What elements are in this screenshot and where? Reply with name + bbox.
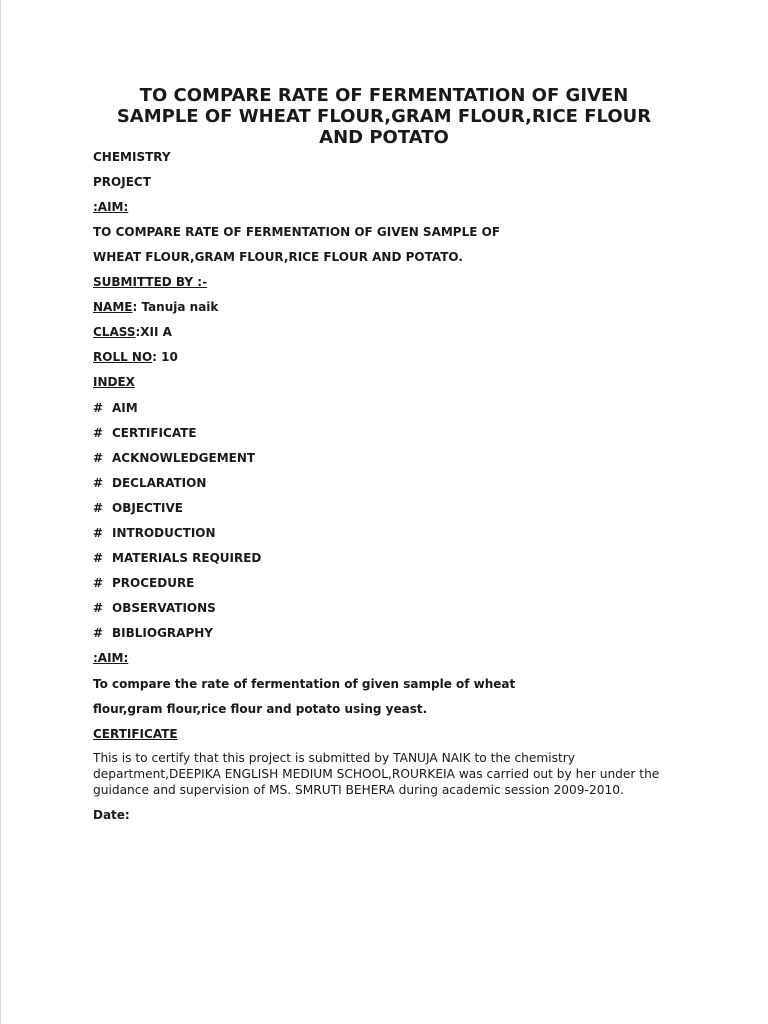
aim-detail-line: To compare the rate of fermentation of given sample of wheat [93, 677, 516, 691]
title-line: SAMPLE OF WHEAT FLOUR,GRAM FLOUR,RICE FLOUR [116, 106, 652, 127]
hash-bullet: # [93, 451, 104, 465]
index-item [93, 626, 213, 640]
hash-bullet: # [93, 476, 104, 490]
date-label: Date: [93, 808, 130, 822]
index-item-label: BIBLIOGRAPHY [112, 626, 213, 640]
aim-text-line: TO COMPARE RATE OF FERMENTATION OF GIVEN SAMPLE OF [93, 225, 501, 239]
index-heading: INDEX [93, 375, 135, 389]
index-item-label: PROCEDURE [112, 576, 195, 590]
index-item-label: INTRODUCTION [112, 526, 216, 540]
class-field [93, 325, 172, 339]
name-label: NAME [93, 300, 133, 314]
index-item-label: OBJECTIVE [112, 501, 183, 515]
roll-value: : 10 [152, 350, 178, 364]
hash-bullet: # [93, 426, 104, 440]
hash-bullet: # [93, 526, 104, 540]
certificate-line: This is to certify that this project is submitted by TANUJA NAIK to the chemistry [93, 751, 576, 765]
certificate-text [93, 750, 663, 798]
certificate-heading: CERTIFICATE [93, 727, 178, 741]
aim-text-line: WHEAT FLOUR,GRAM FLOUR,RICE FLOUR AND POTATO. [93, 250, 463, 264]
roll-label: ROLL NO [93, 350, 153, 364]
index-item [93, 401, 138, 415]
hash-bullet: # [93, 501, 104, 515]
index-item-label: OBSERVATIONS [112, 601, 216, 615]
aim-detail-line: flour,gram flour,rice flour and potato using yeast. [93, 702, 428, 716]
project-type-line: PROJECT [93, 175, 151, 189]
index-item-label: DECLARATION [112, 476, 207, 490]
aim-heading: :AIM: [93, 200, 129, 214]
index-item [93, 576, 194, 590]
title-line: TO COMPARE RATE OF FERMENTATION OF GIVEN [139, 85, 629, 106]
page-edge [0, 0, 1, 1024]
index-item-label: MATERIALS REQUIRED [112, 551, 262, 565]
index-item [93, 451, 255, 465]
aim-heading-2: :AIM: [93, 651, 129, 665]
hash-bullet: # [93, 601, 104, 615]
index-item [93, 501, 183, 515]
hash-bullet: # [93, 551, 104, 565]
index-item [93, 426, 197, 440]
title-line: AND POTATO [319, 127, 449, 148]
index-item-label: CERTIFICATE [112, 426, 197, 440]
index-item [93, 551, 261, 565]
index-item [93, 601, 216, 615]
class-value: :XII A [135, 325, 172, 339]
index-item [93, 526, 216, 540]
class-label: CLASS [93, 325, 136, 339]
submitted-by-heading: SUBMITTED BY :- [93, 275, 208, 289]
hash-bullet: # [93, 401, 104, 415]
hash-bullet: # [93, 626, 104, 640]
name-value: : Tanuja naik [132, 300, 219, 314]
hash-bullet: # [93, 576, 104, 590]
index-item-label: AIM [112, 401, 138, 415]
name-field [93, 300, 218, 314]
index-item [93, 476, 206, 490]
document-title [60, 85, 708, 148]
certificate-line: guidance and supervision of MS. SMRUTI BEHERA during academic session 2009-2010. [93, 783, 624, 797]
index-item-label: ACKNOWLEDGEMENT [112, 451, 256, 465]
certificate-line: department,DEEPIKA ENGLISH MEDIUM SCHOOL,ROURKEIA was carried out by her under the [93, 767, 660, 781]
subject-line: CHEMISTRY [93, 150, 171, 164]
roll-field [93, 350, 178, 364]
